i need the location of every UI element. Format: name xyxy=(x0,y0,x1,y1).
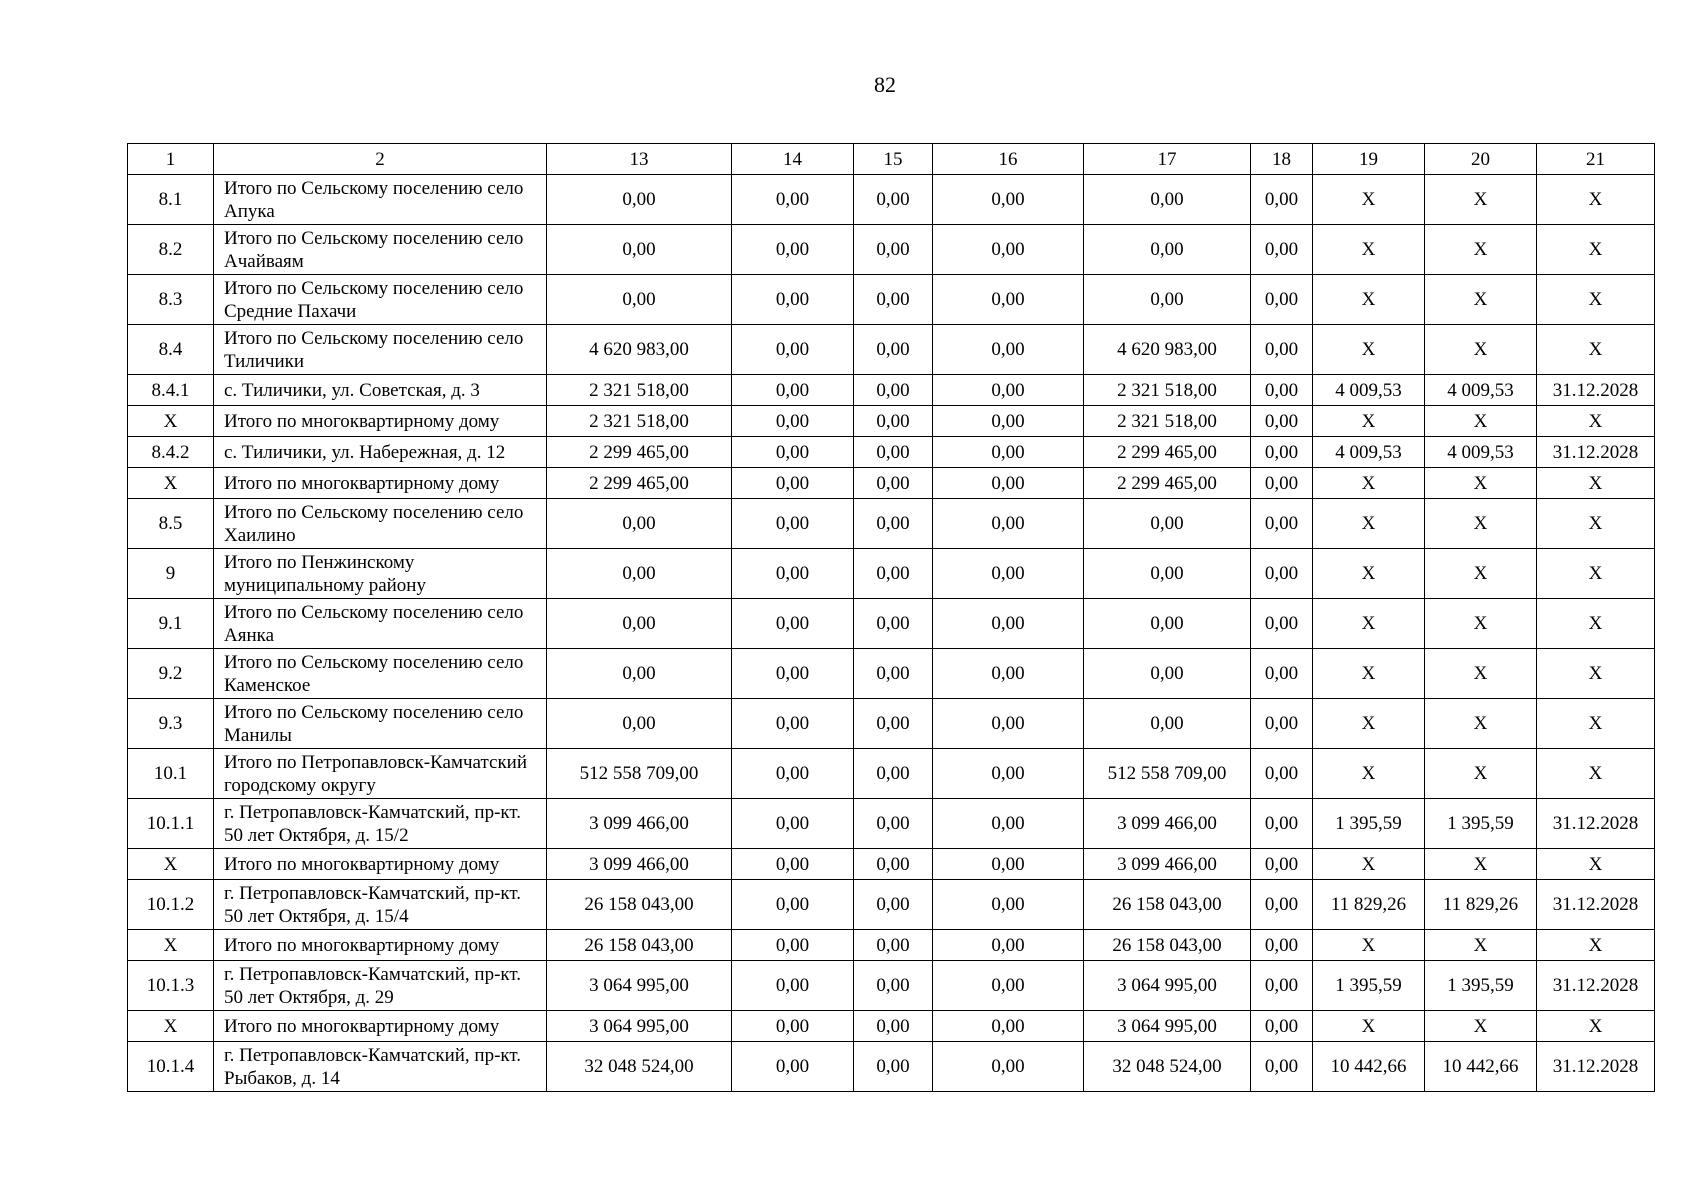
cell-c14: 0,00 xyxy=(732,406,854,437)
cell-c20: X xyxy=(1425,406,1537,437)
cell-c21: X xyxy=(1537,1011,1655,1042)
cell-name: с. Тиличики, ул. Набережная, д. 12 xyxy=(214,437,547,468)
column-header-name: 2 xyxy=(214,144,547,175)
cell-c18: 0,00 xyxy=(1251,1011,1313,1042)
cell-c14: 0,00 xyxy=(732,275,854,325)
cell-c13: 0,00 xyxy=(547,275,732,325)
table-row xyxy=(128,930,1655,961)
cell-c20: X xyxy=(1425,468,1537,499)
cell-c13: 2 299 465,00 xyxy=(547,468,732,499)
cell-num: X xyxy=(128,406,214,437)
column-header-c15: 15 xyxy=(854,144,933,175)
table-row xyxy=(128,749,1655,799)
cell-c18: 0,00 xyxy=(1251,1042,1313,1092)
cell-c18: 0,00 xyxy=(1251,880,1313,930)
cell-c17: 0,00 xyxy=(1084,699,1251,749)
cell-c15: 0,00 xyxy=(854,1042,933,1092)
cell-c17: 512 558 709,00 xyxy=(1084,749,1251,799)
cell-c16: 0,00 xyxy=(933,549,1084,599)
cell-c17: 0,00 xyxy=(1084,175,1251,225)
cell-c14: 0,00 xyxy=(732,1042,854,1092)
cell-c17: 0,00 xyxy=(1084,599,1251,649)
cell-c21: X xyxy=(1537,325,1655,375)
cell-c13: 0,00 xyxy=(547,649,732,699)
cell-c17: 0,00 xyxy=(1084,649,1251,699)
cell-c13: 512 558 709,00 xyxy=(547,749,732,799)
cell-c18: 0,00 xyxy=(1251,225,1313,275)
table-row xyxy=(128,225,1655,275)
cell-c21: 31.12.2028 xyxy=(1537,437,1655,468)
cell-c19: X xyxy=(1313,749,1425,799)
cell-c16: 0,00 xyxy=(933,649,1084,699)
cell-c20: 4 009,53 xyxy=(1425,375,1537,406)
cell-c15: 0,00 xyxy=(854,375,933,406)
table-row xyxy=(128,849,1655,880)
cell-c15: 0,00 xyxy=(854,549,933,599)
cell-c15: 0,00 xyxy=(854,225,933,275)
cell-c14: 0,00 xyxy=(732,649,854,699)
cell-c18: 0,00 xyxy=(1251,699,1313,749)
cell-num: 10.1.1 xyxy=(128,799,214,849)
cell-name: Итого по Сельскому поселению село Хаилино xyxy=(214,499,547,549)
page-number: 82 xyxy=(874,72,896,97)
cell-c19: 1 395,59 xyxy=(1313,799,1425,849)
cell-c17: 4 620 983,00 xyxy=(1084,325,1251,375)
cell-c21: X xyxy=(1537,549,1655,599)
cell-c14: 0,00 xyxy=(732,468,854,499)
cell-c13: 4 620 983,00 xyxy=(547,325,732,375)
cell-name: Итого по Петропавловск-Камчатский городскому округу xyxy=(214,749,547,799)
cell-c21: X xyxy=(1537,849,1655,880)
cell-num: 9.2 xyxy=(128,649,214,699)
cell-c21: X xyxy=(1537,699,1655,749)
cell-num: 10.1.4 xyxy=(128,1042,214,1092)
cell-num: 8.4.1 xyxy=(128,375,214,406)
cell-c13: 0,00 xyxy=(547,549,732,599)
cell-c17: 26 158 043,00 xyxy=(1084,930,1251,961)
cell-c18: 0,00 xyxy=(1251,325,1313,375)
cell-c19: X xyxy=(1313,549,1425,599)
cell-c21: X xyxy=(1537,930,1655,961)
cell-c16: 0,00 xyxy=(933,375,1084,406)
cell-c21: X xyxy=(1537,649,1655,699)
cell-c18: 0,00 xyxy=(1251,375,1313,406)
cell-c16: 0,00 xyxy=(933,749,1084,799)
cell-num: 10.1 xyxy=(128,749,214,799)
cell-name: г. Петропавловск-Камчатский, пр-кт. 50 лет Октября, д. 15/2 xyxy=(214,799,547,849)
cell-c14: 0,00 xyxy=(732,699,854,749)
cell-c14: 0,00 xyxy=(732,375,854,406)
cell-c20: X xyxy=(1425,930,1537,961)
cell-c15: 0,00 xyxy=(854,437,933,468)
cell-c18: 0,00 xyxy=(1251,599,1313,649)
cell-c19: X xyxy=(1313,649,1425,699)
cell-c16: 0,00 xyxy=(933,880,1084,930)
column-header-c18: 18 xyxy=(1251,144,1313,175)
cell-c13: 0,00 xyxy=(547,499,732,549)
cell-c15: 0,00 xyxy=(854,649,933,699)
cell-c21: X xyxy=(1537,599,1655,649)
cell-c13: 2 321 518,00 xyxy=(547,375,732,406)
table-row xyxy=(128,549,1655,599)
cell-c17: 3 064 995,00 xyxy=(1084,1011,1251,1042)
cell-c20: X xyxy=(1425,649,1537,699)
table-row xyxy=(128,375,1655,406)
cell-c19: X xyxy=(1313,175,1425,225)
cell-c20: 4 009,53 xyxy=(1425,437,1537,468)
cell-c21: X xyxy=(1537,275,1655,325)
cell-c14: 0,00 xyxy=(732,880,854,930)
cell-c20: X xyxy=(1425,175,1537,225)
cell-c19: 4 009,53 xyxy=(1313,375,1425,406)
cell-c16: 0,00 xyxy=(933,599,1084,649)
column-header-c21: 21 xyxy=(1537,144,1655,175)
cell-num: X xyxy=(128,468,214,499)
cell-name: г. Петропавловск-Камчатский, пр-кт. Рыбаков, д. 14 xyxy=(214,1042,547,1092)
cell-c20: 1 395,59 xyxy=(1425,961,1537,1011)
cell-c21: X xyxy=(1537,175,1655,225)
cell-c16: 0,00 xyxy=(933,468,1084,499)
cell-c17: 2 321 518,00 xyxy=(1084,406,1251,437)
cell-num: 8.2 xyxy=(128,225,214,275)
cell-c14: 0,00 xyxy=(732,325,854,375)
cell-c19: 11 829,26 xyxy=(1313,880,1425,930)
cell-c20: X xyxy=(1425,749,1537,799)
cell-num: 8.4.2 xyxy=(128,437,214,468)
table-row xyxy=(128,599,1655,649)
column-header-num: 1 xyxy=(128,144,214,175)
table-row xyxy=(128,275,1655,325)
cell-c13: 0,00 xyxy=(547,225,732,275)
column-header-c14: 14 xyxy=(732,144,854,175)
table-row xyxy=(128,175,1655,225)
table-row xyxy=(128,437,1655,468)
cell-c19: X xyxy=(1313,468,1425,499)
cell-c21: 31.12.2028 xyxy=(1537,1042,1655,1092)
cell-num: X xyxy=(128,849,214,880)
column-header-c17: 17 xyxy=(1084,144,1251,175)
cell-c14: 0,00 xyxy=(732,961,854,1011)
cell-c13: 26 158 043,00 xyxy=(547,880,732,930)
cell-c21: X xyxy=(1537,499,1655,549)
cell-c20: X xyxy=(1425,699,1537,749)
cell-c13: 3 064 995,00 xyxy=(547,1011,732,1042)
cell-num: 8.5 xyxy=(128,499,214,549)
cell-c17: 32 048 524,00 xyxy=(1084,1042,1251,1092)
cell-c18: 0,00 xyxy=(1251,468,1313,499)
cell-c17: 3 099 466,00 xyxy=(1084,849,1251,880)
cell-name: г. Петропавловск-Камчатский, пр-кт. 50 лет Октября, д. 15/4 xyxy=(214,880,547,930)
cell-c16: 0,00 xyxy=(933,799,1084,849)
cell-c19: X xyxy=(1313,930,1425,961)
cell-c14: 0,00 xyxy=(732,849,854,880)
cell-name: г. Петропавловск-Камчатский, пр-кт. 50 лет Октября, д. 29 xyxy=(214,961,547,1011)
cell-c21: X xyxy=(1537,749,1655,799)
cell-c19: X xyxy=(1313,325,1425,375)
cell-c17: 0,00 xyxy=(1084,549,1251,599)
cell-c14: 0,00 xyxy=(732,437,854,468)
cell-c14: 0,00 xyxy=(732,599,854,649)
cell-c18: 0,00 xyxy=(1251,499,1313,549)
table-row xyxy=(128,961,1655,1011)
cell-c13: 3 064 995,00 xyxy=(547,961,732,1011)
cell-c20: X xyxy=(1425,599,1537,649)
cell-c13: 0,00 xyxy=(547,699,732,749)
cell-name: Итого по Сельскому поселению село Манилы xyxy=(214,699,547,749)
cell-c16: 0,00 xyxy=(933,175,1084,225)
cell-c21: 31.12.2028 xyxy=(1537,880,1655,930)
cell-c15: 0,00 xyxy=(854,275,933,325)
cell-name: Итого по Сельскому поселению село Апука xyxy=(214,175,547,225)
cell-c15: 0,00 xyxy=(854,961,933,1011)
cell-c17: 3 099 466,00 xyxy=(1084,799,1251,849)
cell-name: Итого по Пенжинскому муниципальному району xyxy=(214,549,547,599)
table-row xyxy=(128,499,1655,549)
cell-num: 10.1.2 xyxy=(128,880,214,930)
table-row xyxy=(128,468,1655,499)
cell-c13: 0,00 xyxy=(547,599,732,649)
cell-c18: 0,00 xyxy=(1251,437,1313,468)
cell-c14: 0,00 xyxy=(732,549,854,599)
table-row xyxy=(128,880,1655,930)
cell-c17: 3 064 995,00 xyxy=(1084,961,1251,1011)
cell-c13: 0,00 xyxy=(547,175,732,225)
cell-c18: 0,00 xyxy=(1251,406,1313,437)
cell-name: Итого по многоквартирному дому xyxy=(214,1011,547,1042)
cell-c14: 0,00 xyxy=(732,1011,854,1042)
cell-num: X xyxy=(128,1011,214,1042)
cell-c21: X xyxy=(1537,406,1655,437)
cell-num: 8.1 xyxy=(128,175,214,225)
cell-c13: 3 099 466,00 xyxy=(547,849,732,880)
cell-c17: 0,00 xyxy=(1084,275,1251,325)
cell-num: X xyxy=(128,930,214,961)
cell-c13: 3 099 466,00 xyxy=(547,799,732,849)
cell-c18: 0,00 xyxy=(1251,849,1313,880)
cell-c15: 0,00 xyxy=(854,1011,933,1042)
cell-c21: X xyxy=(1537,225,1655,275)
table-row xyxy=(128,1042,1655,1092)
cell-c14: 0,00 xyxy=(732,930,854,961)
cell-c19: X xyxy=(1313,499,1425,549)
table-row xyxy=(128,699,1655,749)
cell-c16: 0,00 xyxy=(933,1011,1084,1042)
cell-c14: 0,00 xyxy=(732,749,854,799)
cell-c16: 0,00 xyxy=(933,961,1084,1011)
cell-c19: 1 395,59 xyxy=(1313,961,1425,1011)
cell-c19: X xyxy=(1313,1011,1425,1042)
cell-c16: 0,00 xyxy=(933,849,1084,880)
cell-num: 9.3 xyxy=(128,699,214,749)
cell-c21: 31.12.2028 xyxy=(1537,375,1655,406)
cell-c15: 0,00 xyxy=(854,930,933,961)
cell-c15: 0,00 xyxy=(854,175,933,225)
cell-c14: 0,00 xyxy=(732,225,854,275)
cell-c15: 0,00 xyxy=(854,406,933,437)
cell-c16: 0,00 xyxy=(933,930,1084,961)
cell-c20: 11 829,26 xyxy=(1425,880,1537,930)
table-header-row xyxy=(128,144,1655,175)
cell-c16: 0,00 xyxy=(933,499,1084,549)
cell-c15: 0,00 xyxy=(854,880,933,930)
cell-name: Итого по Сельскому поселению село Ачайваям xyxy=(214,225,547,275)
column-header-c20: 20 xyxy=(1425,144,1537,175)
cell-name: Итого по Сельскому поселению село Средние Пахачи xyxy=(214,275,547,325)
cell-c15: 0,00 xyxy=(854,699,933,749)
cell-c13: 26 158 043,00 xyxy=(547,930,732,961)
cell-c17: 2 321 518,00 xyxy=(1084,375,1251,406)
cell-c19: X xyxy=(1313,406,1425,437)
cell-c15: 0,00 xyxy=(854,799,933,849)
cell-num: 8.3 xyxy=(128,275,214,325)
table-row xyxy=(128,799,1655,849)
cell-c20: X xyxy=(1425,549,1537,599)
cell-c20: X xyxy=(1425,275,1537,325)
cell-name: Итого по многоквартирному дому xyxy=(214,468,547,499)
cell-c20: 10 442,66 xyxy=(1425,1042,1537,1092)
cell-c16: 0,00 xyxy=(933,325,1084,375)
cell-name: Итого по Сельскому поселению село Аянка xyxy=(214,599,547,649)
cell-name: с. Тиличики, ул. Советская, д. 3 xyxy=(214,375,547,406)
cell-c18: 0,00 xyxy=(1251,799,1313,849)
cell-c18: 0,00 xyxy=(1251,275,1313,325)
cell-num: 9 xyxy=(128,549,214,599)
cell-num: 10.1.3 xyxy=(128,961,214,1011)
cell-c15: 0,00 xyxy=(854,499,933,549)
cell-c16: 0,00 xyxy=(933,406,1084,437)
cell-c13: 2 299 465,00 xyxy=(547,437,732,468)
cell-c18: 0,00 xyxy=(1251,749,1313,799)
table-row xyxy=(128,649,1655,699)
cell-c19: X xyxy=(1313,699,1425,749)
cell-name: Итого по многоквартирному дому xyxy=(214,406,547,437)
cell-c18: 0,00 xyxy=(1251,175,1313,225)
cell-c21: X xyxy=(1537,468,1655,499)
cell-name: Итого по многоквартирному дому xyxy=(214,849,547,880)
cell-c19: X xyxy=(1313,849,1425,880)
cell-c14: 0,00 xyxy=(732,175,854,225)
cell-c13: 32 048 524,00 xyxy=(547,1042,732,1092)
cell-c16: 0,00 xyxy=(933,1042,1084,1092)
cell-c18: 0,00 xyxy=(1251,549,1313,599)
cell-c19: 10 442,66 xyxy=(1313,1042,1425,1092)
cell-c16: 0,00 xyxy=(933,437,1084,468)
cell-num: 9.1 xyxy=(128,599,214,649)
cell-c20: X xyxy=(1425,1011,1537,1042)
table-row xyxy=(128,406,1655,437)
cell-c14: 0,00 xyxy=(732,499,854,549)
cell-c17: 0,00 xyxy=(1084,225,1251,275)
column-header-c19: 19 xyxy=(1313,144,1425,175)
cell-c19: X xyxy=(1313,275,1425,325)
cell-c15: 0,00 xyxy=(854,749,933,799)
cell-c13: 2 321 518,00 xyxy=(547,406,732,437)
cell-c16: 0,00 xyxy=(933,699,1084,749)
data-table xyxy=(127,143,1655,1092)
cell-c16: 0,00 xyxy=(933,225,1084,275)
cell-c14: 0,00 xyxy=(732,799,854,849)
cell-c20: X xyxy=(1425,225,1537,275)
table-row xyxy=(128,325,1655,375)
cell-c15: 0,00 xyxy=(854,468,933,499)
cell-c15: 0,00 xyxy=(854,599,933,649)
column-header-c16: 16 xyxy=(933,144,1084,175)
cell-name: Итого по Сельскому поселению село Тиличики xyxy=(214,325,547,375)
cell-c21: 31.12.2028 xyxy=(1537,799,1655,849)
column-header-c13: 13 xyxy=(547,144,732,175)
cell-num: 8.4 xyxy=(128,325,214,375)
cell-c20: X xyxy=(1425,849,1537,880)
cell-c21: 31.12.2028 xyxy=(1537,961,1655,1011)
cell-c20: X xyxy=(1425,499,1537,549)
cell-name: Итого по многоквартирному дому xyxy=(214,930,547,961)
cell-c19: 4 009,53 xyxy=(1313,437,1425,468)
cell-c16: 0,00 xyxy=(933,275,1084,325)
cell-c17: 0,00 xyxy=(1084,499,1251,549)
cell-c19: X xyxy=(1313,225,1425,275)
cell-c17: 26 158 043,00 xyxy=(1084,880,1251,930)
cell-c17: 2 299 465,00 xyxy=(1084,468,1251,499)
cell-name: Итого по Сельскому поселению село Каменское xyxy=(214,649,547,699)
cell-c20: 1 395,59 xyxy=(1425,799,1537,849)
cell-c18: 0,00 xyxy=(1251,649,1313,699)
cell-c20: X xyxy=(1425,325,1537,375)
cell-c15: 0,00 xyxy=(854,325,933,375)
table-row xyxy=(128,1011,1655,1042)
cell-c18: 0,00 xyxy=(1251,930,1313,961)
cell-c19: X xyxy=(1313,599,1425,649)
cell-c15: 0,00 xyxy=(854,849,933,880)
cell-c17: 2 299 465,00 xyxy=(1084,437,1251,468)
cell-c18: 0,00 xyxy=(1251,961,1313,1011)
